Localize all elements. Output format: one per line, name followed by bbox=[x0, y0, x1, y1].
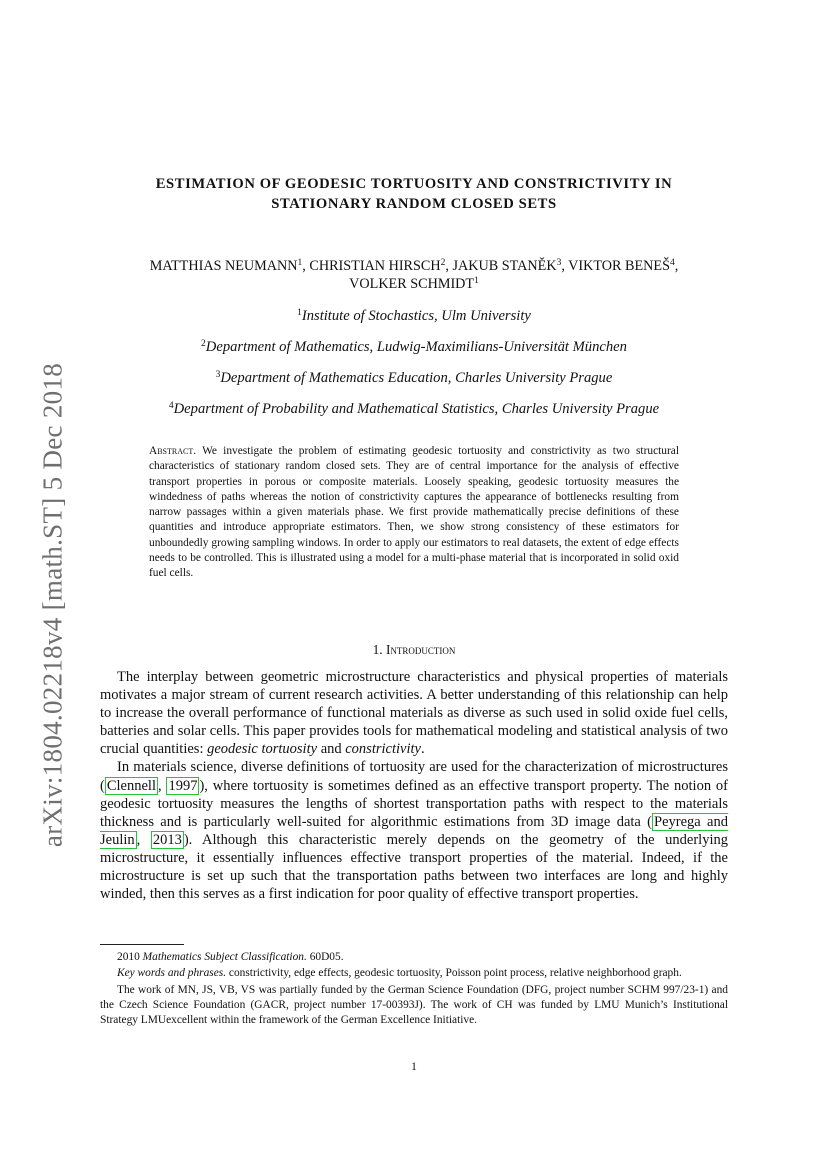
emphasized-term: geodesic tortuosity bbox=[207, 741, 318, 758]
section-heading bbox=[100, 642, 728, 658]
keywords-value: constrictivity, edge effects, geodesic tortuosity, Poisson point process, relative neighborhood graph. bbox=[226, 967, 682, 980]
footnote-msc bbox=[100, 950, 728, 965]
footnote-funding: The work of MN, JS, VB, VS was partially funded by the German Science Foundation (DFG, project number SCHM 997/23-1) and the Czech Science Foundation (GACR, project number 17-00393J). The work of CH was funded by LMU Munich’s Institutional Strategy LMUexcellent within the framework of the German Excellence Initiative. bbox=[100, 983, 728, 1027]
author-affiliation-mark: 3 bbox=[556, 258, 562, 268]
citation-link[interactable]: 1997 bbox=[168, 777, 198, 794]
author-name: VOLKER SCHMIDT bbox=[349, 276, 475, 292]
msc-label: Mathematics Subject Classification. bbox=[142, 951, 307, 963]
affiliation-text: Institute of Stochastics, Ulm University bbox=[301, 308, 531, 324]
affiliation-mark: 4 bbox=[168, 401, 174, 411]
title-line-2: STATIONARY RANDOM CLOSED SETS bbox=[271, 196, 557, 212]
paragraph bbox=[100, 758, 728, 903]
author-affiliation-mark: 4 bbox=[669, 258, 675, 268]
paper-title bbox=[100, 174, 728, 214]
author-affiliation-mark: 1 bbox=[297, 258, 303, 268]
page-number: 1 bbox=[411, 1061, 417, 1073]
abstract-text: We investigate the problem of estimating geodesic tortuosity and constrictivity as two structural characteristics of stationary random closed sets. They are of central importance for the analysis of effective transport properties in porous or composite materials. Loosely speaking, geodesic tortuosity measures the windedness of paths whereas the notion of constrictivity captures the appearance of bottlenecks resulting from narrow passages within a given materials phase. We first provide mathematically precise definitions of these quantities and introduce appropriate estimators. Then, we show strong consistency of these estimators for unboundedly growing sampling windows. In order to apply our estimators to real datasets, the extent of edge effects needs to be controlled. This is illustrated using a model for a multi-phase material that is incorporated in solid oxid fuel cells. bbox=[149, 445, 679, 580]
paragraph-text: The interplay between geometric microstructure characteristics and physical properties of materials motivates a major stream of current research activities. A better understanding of this relationship can help to increase the overall performance of functional materials as diverse as such used in solid oxide fuel cells, batteries and solar cells. This paper provides tools for mathematical modeling and statistical analysis of two crucial quantities: bbox=[100, 669, 728, 758]
affiliation-1 bbox=[100, 307, 728, 325]
citation-link[interactable]: Peyrega and Jeulin bbox=[100, 813, 728, 848]
msc-value: 60D05. bbox=[306, 951, 344, 963]
section-number: 1. bbox=[372, 642, 386, 657]
author-line-2 bbox=[100, 275, 728, 293]
author-name: MATTHIAS NEUMANN bbox=[149, 258, 298, 274]
body-text bbox=[100, 668, 728, 903]
paragraph-text: ). Although this characteristic merely depends on the geometry of the underlying microstructure, it essentially influences effective transport properties of the material. Indeed, if the microstructure is set up such that the transportation paths between two interfaces are long and highly winded, then this serves as a first indication for poor quality of effective transport properties. bbox=[100, 831, 728, 903]
affiliation-text: Department of Probability and Mathematical Statistics, Charles University Prague bbox=[173, 401, 660, 417]
author-affiliation-mark: 1 bbox=[474, 276, 479, 286]
abstract bbox=[149, 444, 679, 582]
affiliation-2 bbox=[100, 338, 728, 356]
citation-separator: , bbox=[157, 777, 167, 794]
affiliation-text: Department of Mathematics, Ludwig-Maximilians-Universität München bbox=[205, 339, 627, 355]
abstract-label: Abstract. bbox=[149, 445, 197, 457]
paragraph-text: ), where tortuosity is sometimes defined as an effective transport property. The notion of geodesic tortuosity measures the lengths of shortest transportation paths with respect to the materials thickness and is particularly well-suited for algorithmic estimations from 3D image data ( bbox=[100, 777, 729, 830]
citation-separator: , bbox=[136, 831, 151, 848]
affiliation-mark: 2 bbox=[201, 339, 206, 349]
footnotes bbox=[100, 950, 728, 1029]
footnote-keywords bbox=[100, 966, 728, 981]
author-name: , VIKTOR BENEŠ bbox=[561, 258, 670, 274]
author-line-1 bbox=[100, 257, 728, 275]
keywords-label: Key words and phrases. bbox=[117, 967, 227, 980]
section-title: Introduction bbox=[385, 642, 456, 657]
title-line-1: ESTIMATION OF GEODESIC TORTUOSITY AND CONSTRICTIVITY IN bbox=[155, 176, 673, 192]
msc-year: 2010 bbox=[117, 951, 143, 963]
affiliation-mark: 3 bbox=[215, 370, 221, 380]
author-affiliation-mark: 2 bbox=[440, 258, 446, 268]
affiliation-text: Department of Mathematics Education, Charles University Prague bbox=[220, 370, 613, 386]
paragraph-text: and bbox=[317, 741, 346, 758]
author-name: , JAKUB STANĚK bbox=[445, 258, 557, 274]
author-separator: , bbox=[674, 258, 679, 274]
author-list bbox=[100, 257, 728, 293]
emphasized-term: constrictivity bbox=[345, 741, 421, 758]
affiliation-4 bbox=[100, 400, 728, 418]
affiliation-3 bbox=[100, 369, 728, 387]
arxiv-identifier-stamp: arXiv:1804.02218v4 [math.ST] 5 Dec 2018 bbox=[37, 362, 68, 848]
citation-link[interactable]: 2013 bbox=[152, 831, 182, 848]
paragraph-text: . bbox=[420, 741, 425, 758]
paragraph bbox=[100, 668, 728, 758]
author-name: , CHRISTIAN HIRSCH bbox=[302, 258, 441, 274]
paragraph-text: In materials science, diverse definitions of tortuosity are used for the characterization of microstructures ( bbox=[100, 759, 728, 794]
footnote-rule bbox=[100, 944, 184, 945]
affiliation-mark: 1 bbox=[297, 308, 302, 318]
citation-link[interactable]: Clennell bbox=[106, 777, 156, 794]
